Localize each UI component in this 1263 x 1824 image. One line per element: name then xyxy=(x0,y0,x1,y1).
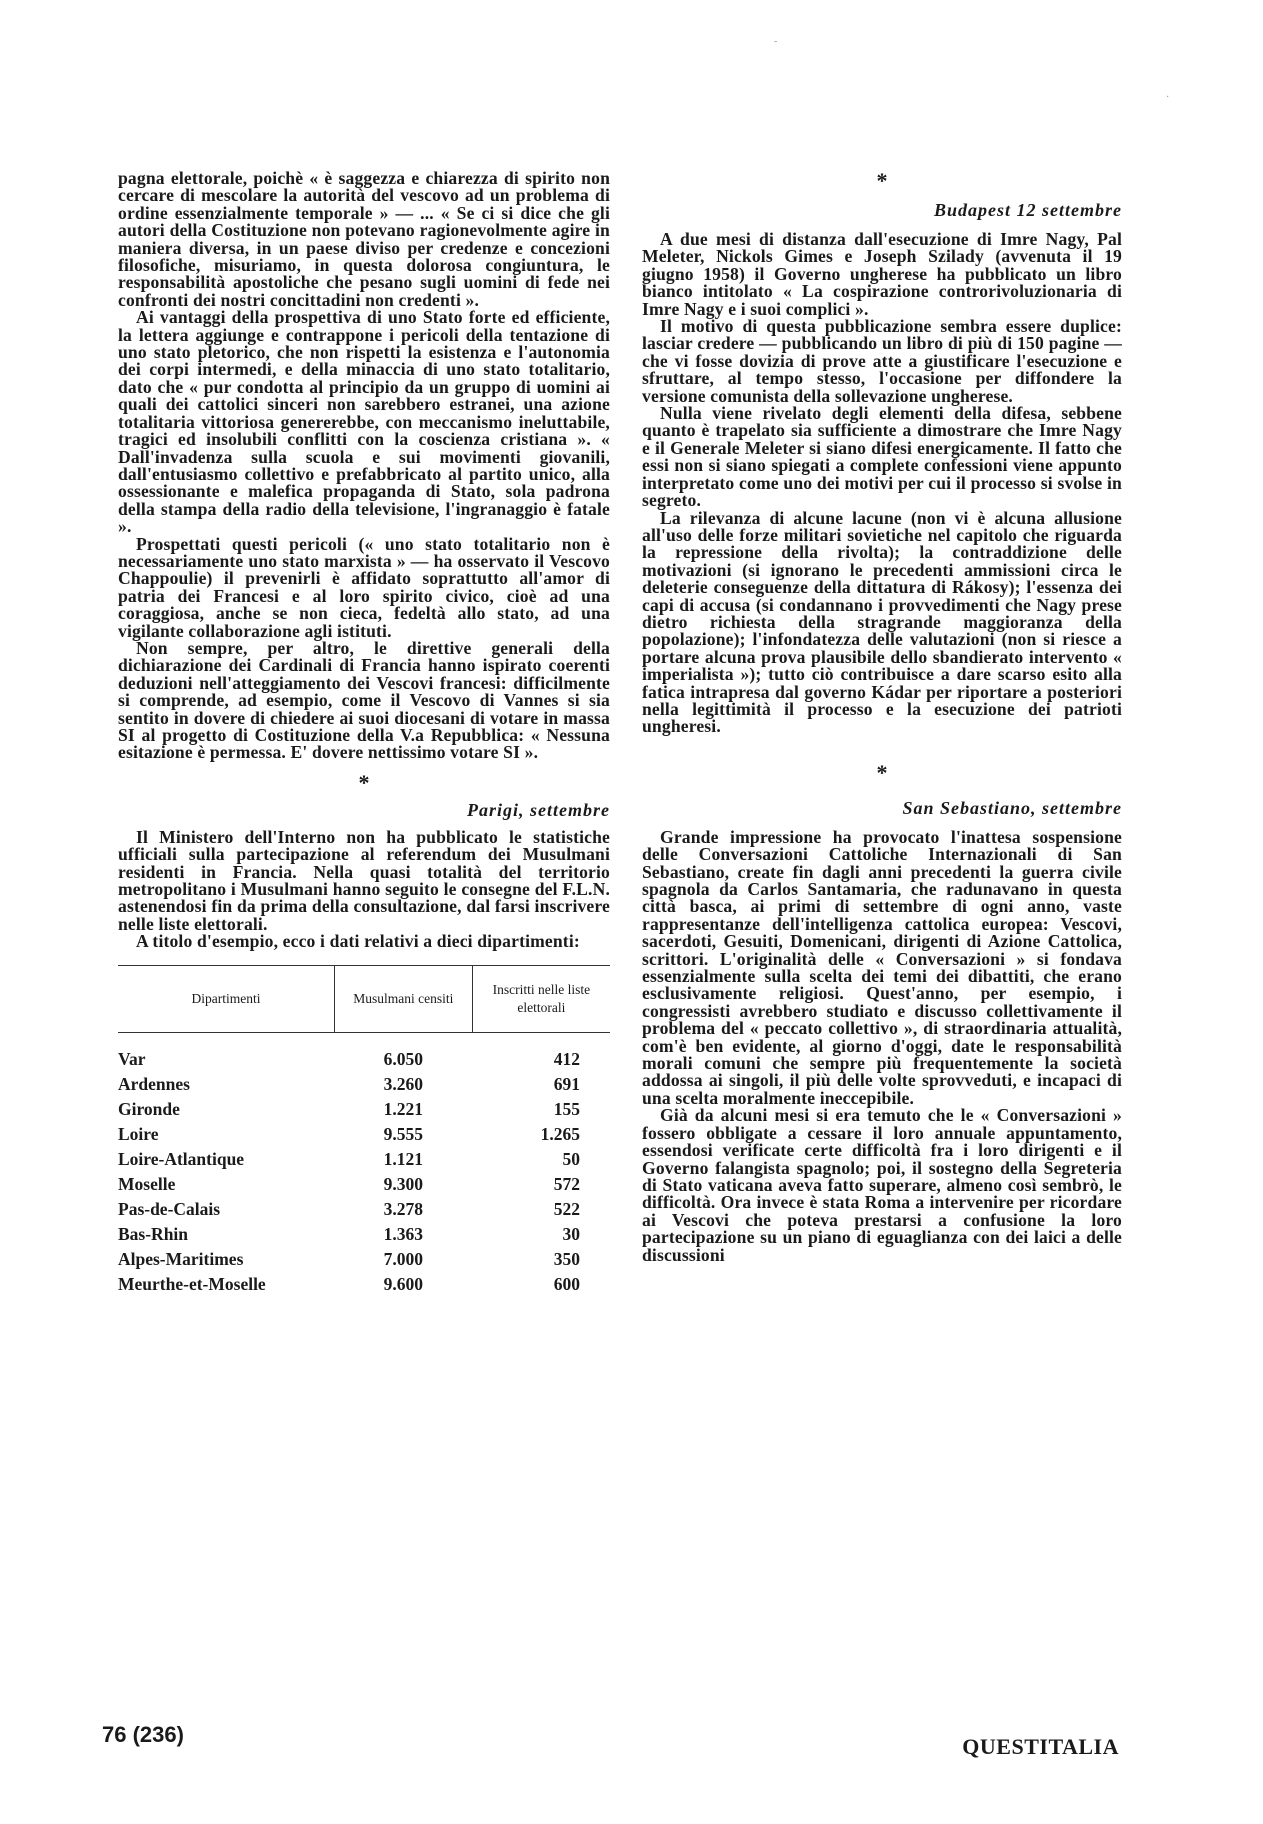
table-row xyxy=(118,1172,610,1197)
table-header: Inscritti nelle liste elettorali xyxy=(492,981,591,1015)
table-row xyxy=(118,1197,610,1222)
table-cell: 6.050 xyxy=(383,1048,424,1069)
table-cell: 9.555 xyxy=(383,1123,424,1144)
paragraph: Prospettati questi pericoli (« uno stato totalitario non è necessariamente uno stato marxista » — ha osservato il Vescovo Chappoulie) il prevenirli è affidato soprattutto all'amor di patria dei Francesi e al loro spirito civico, cioè ad una coraggiosa, anche se non cieca, fedeltà allo stato, ad una vigilante collaborazione agli istituti. xyxy=(118,533,610,641)
paragraph: Ai vantaggi della prospettiva di uno Stato forte ed efficiente, la lettera aggiunge e contrappone i pericoli della tentazione di uno stato pletorico, che non rispetti la esistenza e l'autonomia dei corpi intermedi, e della minaccia di uno stato totalitario, dato che « pur condotta al principio da un gruppo di uomini ai quali dei cattolici sinceri non sarebbero estranei, una azione totalitaria vittoriosa genererebbe, con meccanismo ineluttabile, tragici ed insolubili conflitti con la coscienza cristiana ». « Dall'invadenza sulla scuola e sui movimenti giovanili, dall'entusiasmo collettivo e prefabbricato al partito unico, alla ossessionante e malefica propaganda di Stato, sola padrona della stampa della radio della televisione, l'ingranaggio è fatale ». xyxy=(118,307,610,537)
table-cell: 1.221 xyxy=(383,1098,424,1119)
table-cell: 522 xyxy=(553,1198,580,1219)
paragraph: Il motivo di questa pubblicazione sembra essere duplice: lasciar credere — pubblicando un libro di più di 150 pagine — che vi fosse dovizia di prove atte a giustificare l'esecuzione e sfruttare, al tempo stesso, l'occasione per diffondere la versione comunista della sollevazione ungherese. xyxy=(642,316,1122,406)
table-cell: 3.260 xyxy=(383,1073,424,1094)
table-cell: 1.363 xyxy=(383,1223,424,1244)
table-cell: 9.300 xyxy=(383,1173,424,1194)
journal-name: QUESTITALIA xyxy=(962,1734,1119,1759)
paragraph: Già da alcuni mesi si era temuto che le « Conversazioni » fossero obbligate a cessare il loro annuale appuntamento, essendosi verificate certe difficoltà fra i loro dirigenti e il Governo falangista spagnolo; poi, il sostegno della Segreteria di Stato vaticana aveva fatto superare, almeno così sembrò, le difficoltà. Ora invece è stata Roma a intervenire per ricordare ai Vescovi che poteva prestarsi a confusione la loro partecipazione su un piano di eguaglianza con dei laici a delle discussioni xyxy=(642,1105,1122,1265)
table-cell: Meurthe-et-Moselle xyxy=(118,1273,266,1294)
table-row xyxy=(118,1097,610,1122)
table-cell: 600 xyxy=(553,1273,580,1294)
scan-mark: - xyxy=(774,36,778,47)
table-cell: 1.265 xyxy=(540,1123,580,1144)
table-cell: 350 xyxy=(553,1248,580,1269)
table-header: Musulmani censiti xyxy=(334,965,472,1032)
section-separator: * xyxy=(358,769,370,795)
table-cell: Moselle xyxy=(118,1173,176,1194)
table-cell: 691 xyxy=(553,1073,580,1094)
table-cell: Bas-Rhin xyxy=(118,1223,189,1244)
table-cell: Pas-de-Calais xyxy=(118,1198,221,1219)
table-cell: Alpes-Maritimes xyxy=(118,1248,244,1269)
table-cell: 30 xyxy=(562,1223,580,1244)
table-row xyxy=(118,1147,610,1172)
table-row xyxy=(118,1122,610,1147)
table-header: Dipartimenti xyxy=(118,965,334,1032)
dateline: San Sebastiano, settembre xyxy=(902,797,1122,818)
table-cell: Gironde xyxy=(118,1098,180,1119)
scan-mark: · xyxy=(1166,92,1170,103)
section-separator: * xyxy=(876,168,888,193)
dateline: Budapest 12 settembre xyxy=(934,200,1122,220)
table-cell: 1.121 xyxy=(383,1148,424,1169)
table-row xyxy=(118,1047,610,1072)
paragraph: Grande impressione ha provocato l'inattesa sospensione delle Conversazioni Cattoliche Internazionali di San Sebastiano, create fin dagli anni precedenti la guerra civile spagnola da Carlos Santamaria, che radunavano in questa città basca, ai primi di settembre di ogni anno, vaste rappresentanze dell'intelligenza cattolica europea: Vescovi, sacerdoti, Gesuiti, Domenicani, dirigenti di Azione Cattolica, scrittori. L'originalità delle « Conversazioni » si fondava essenzialmente sulla scelta dei temi dei dibattiti, che erano esclusivamente religiosi. Quest'anno, per esempio, i congressisti avrebbero studiato e discusso collettivamente il problema del « peccato collettivo », di straordinaria attualità, com'è ben evidente, al giorno d'oggi, date le responsabilità morali comuni che sempre più frequentemente la società addossa ai singoli, il più delle volte sprovveduti, e incapaci di una scelta moralmente ineccepibile. xyxy=(642,826,1122,1108)
left-column xyxy=(118,170,610,1297)
paragraph: La rilevanza di alcune lacune (non vi è alcuna allusione all'uso delle forze militari sovietiche nel capitolo che riguarda la repressione della rivolta); la contraddizione delle motivazioni (si ignorano le precedenti ammissioni circa le deleterie conseguenze della dittatura di Rákosy); l'essenza dei capi di accusa (si condannano i provvedimenti che Nagy prese dietro richiesta della stragrande maggioranza della popolazione); l'infondatezza delle valutazioni (non si riesce a portare alcuna prova plausibile dello sbandierato intervento « imperialista »); tutto ciò contribuisce a dare scarso esito alla fatica intrapresa dal governo Kádar per riportare a posteriori nella legittimità il processo e la esecuzione dei patrioti ungheresi. xyxy=(642,507,1122,737)
table-cell: 50 xyxy=(562,1148,580,1169)
departments-table xyxy=(118,965,610,1297)
table-cell: Loire xyxy=(118,1123,159,1144)
right-column xyxy=(642,170,1122,1264)
table-cell: 572 xyxy=(553,1173,580,1194)
paragraph: A due mesi di distanza dall'esecuzione di Imre Nagy, Pal Meleter, Nickols Gimes e Joseph Szilady (avvenuta il 19 giugno 1958) il Governo ungherese ha pubblicato un libro bianco intitolato « La cospirazione controrivoluzionaria di Imre Nagy e i suoi complici ». xyxy=(642,229,1122,319)
table-cell: 3.278 xyxy=(383,1198,424,1219)
paragraph: A titolo d'esempio, ecco i dati relativi a dieci dipartimenti: xyxy=(136,931,580,952)
table-cell: 155 xyxy=(553,1098,580,1119)
table-cell: 7.000 xyxy=(383,1248,424,1269)
table-row xyxy=(118,1272,610,1297)
table-cell: Loire-Atlantique xyxy=(118,1148,245,1169)
paragraph: Nulla viene rivelato degli elementi della difesa, sebbene quanto è trapelato sia sufficiente a dimostrare che Imre Nagy e il Generale Meleter si siano difesi energicamente. Il fatto che essi non si siano spiegati a complete confessioni viene appunto interpretato come uno dei motivi per cui il processo si svolse in segreto. xyxy=(642,403,1122,511)
page-number: 76 (236) xyxy=(102,1722,184,1747)
table-cell: 412 xyxy=(553,1048,580,1069)
table-row xyxy=(118,1247,610,1272)
table-row xyxy=(118,1222,610,1247)
section-separator: * xyxy=(876,759,888,785)
paragraph: Il Ministero dell'Interno non ha pubblicato le statistiche ufficiali sulla partecipazione al referendum dei Musulmani residenti in Francia. Nella quasi totalità del territorio metropolitano i Musulmani hanno seguito le consegne del F.L.N. astenendosi fin da prima della consultazione, dal farsi inscrivere nelle liste elettorali. xyxy=(118,826,610,934)
paragraph: Non sempre, per altro, le direttive generali della dichiarazione dei Cardinali di Francia hanno ispirato coerenti deduzioni nell'atteggiamento dei Vescovi francesi: difficilmente si comprende, ad esempio, come il Vescovo di Vannes si sia sentito in dovere di chiedere ai suoi diocesani di votare in massa SI al progetto di Costituzione della V.a Repubblica: « Nessuna esitazione è permessa. E' dovere nettissimo votare SI ». xyxy=(118,637,610,763)
dateline: Parigi, settembre xyxy=(467,799,610,820)
table-row xyxy=(118,1072,610,1097)
table-cell: Var xyxy=(118,1048,146,1069)
paragraph: pagna elettorale, poichè « è saggezza e chiarezza di spirito non cercare di mescolare la autorità del vescovo ad un problema di ordine essenzialmente temporale » — ... « Se ci si dice che gli autori della Costituzione non potevano ragionevolmente agire in maniera diversa, in un paese diviso per credenze e concezioni filosofiche, misuriamo, in questa dolorosa congiuntura, le responsabilità apostoliche che pesano sugli uomini di fede nei confronti dei nostri concittadini non credenti ». xyxy=(118,168,610,310)
table-cell: 9.600 xyxy=(383,1273,424,1294)
table-cell: Ardennes xyxy=(118,1073,190,1094)
